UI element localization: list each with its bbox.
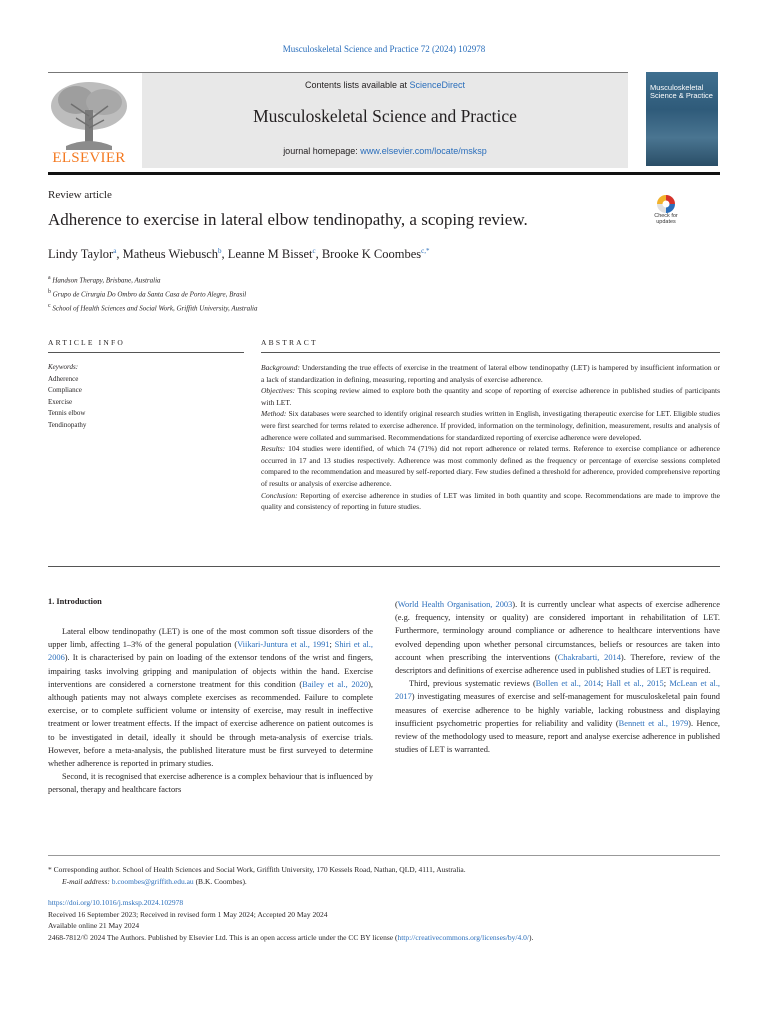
affiliation-item: $^b$ Grupo de Cirurgia Do Ombro da Santa Casa de Porto Alegre, Brasil [48,288,247,299]
abstract-results: Results: 104 studies were identified, of which 74 (71%) did not report adherence or related terms. Reference to exercise compliance or adherence occurred in 17 and 13 studies respectively. Adherence was most commonly defined as the frequency or percentage of exercise sessions completed compared to the recommendation and measured by self-reported diary. Few studies defined a threshold for adherence, provided comprehensive reporting of results or analysis of exercise adherence. [261,444,721,488]
author-affiliation-marker[interactable]: c,* [421,247,430,255]
affiliation-list [48,273,257,314]
abstract-objectives: Objectives: This scoping review aimed to explore both the quantity and scope of reporting of exercise adherence in published studies of participants with LET. [261,386,720,407]
citation-link[interactable]: Hall et al., 2015 [606,679,664,689]
email-link[interactable]: b.coombes@griffith.edu.au [111,877,194,887]
contents-prefix: Contents lists available at [304,80,410,90]
available-online: Available online 21 May 2024 [48,921,140,931]
contents-line [142,80,628,90]
paragraph: Second, it is recognised that exercise adherence is a complex behaviour that is influenced by personal, therapy and healthcare factors [48,772,373,795]
corresponding-author-note: * Corresponding author. School of Health Sciences and Social Work, Griffith University, 170 Kessels Road, Nathan, QLD, 4111, Australia. [48,865,466,874]
citation-link[interactable]: World Health Organisation, 2003 [397,600,513,609]
publication-info [48,897,720,943]
journal-name: Musculoskeletal Science and Practice [253,106,517,126]
homepage-line [142,146,628,156]
citation-link[interactable]: Viikari-Juntura et al., 1991 [237,640,330,650]
keyword-item: Compliance [48,386,82,394]
email-line: E-mail address: b.coombes@griffith.edu.au (B.K. Coombes). [62,877,247,887]
citation-link[interactable]: Chakrabarti, 2014 [557,652,621,662]
paragraph: Lateral elbow tendinopathy (LET) is one of the most common soft tissue disorders of the upper limb, affecting 1–3% of the general population (Viikari-Juntura et al., 1991; Shiri et al., 2006). It is characterised by pain on loading of the extensor tendons of the wrist and fingers, impairing tasks involving gripping and manipulation of objects within the hand. Exercise interventions are considered a cornerstone treatment for this condition (Bailey et al., 2020), although patients may not always complete exercises as recommended. Failure to complete exercise, or to complete sufficient volume or intensity of exercise, may result in ineffective treatment or lower treatment effects. If the impact of exercise adherence on patient outcomes is to be investigated in detail, ideally it should be through meta-analysis of exercise trials. However, before a meta-analysis, the published literature must be first surveyed to determine whether adherence is reported in primary studies. [48,627,373,769]
keyword-item: Adherence [48,374,79,383]
sciencedirect-link[interactable]: ScienceDirect [409,80,466,90]
author-name[interactable]: Brooke K Coombes [321,247,422,262]
elsevier-wordmark: ELSEVIER [52,150,126,166]
affiliation-item: $^c$ School of Health Sciences and Social Work, Griffith University, Australia [48,302,258,312]
abstract-conclusion: Conclusion: Reporting of exercise adherence in studies of LET was limited in both quantity and scope. Recommendations are made to improve the quality and consistency of reporting in future studies. [261,490,721,512]
keyword-item: Exercise [48,397,73,406]
affiliation-item: $^a$ Handson Therapy, Brisbane, Australia [48,275,161,285]
journal-cover-title: Musculoskeletal Science & Practice [650,83,713,100]
body-right-column [395,598,720,756]
license-link[interactable]: http://creativecommons.org/licenses/by/4.0/ [397,932,529,942]
article-info-heading: ARTICLE INFO [48,338,125,347]
license-line: 2468-7812/© 2024 The Authors. Published by Elsevier Ltd. This is an open access article under the CC BY license (http://creativecommons.org/licenses/by/4.0/). [48,932,534,942]
author-affiliation-marker[interactable]: c [312,247,316,255]
corresponding-footnote [48,864,466,889]
citation-link[interactable]: Bailey et al., 2020 [302,679,369,689]
author-name[interactable]: Matheus Wiebusch [122,247,219,262]
section-heading-introduction: 1. Introduction [48,597,102,606]
doi-link[interactable]: https://doi.org/10.1016/j.msksp.2024.102978 [48,898,184,907]
abstract-heading: ABSTRACT [261,338,318,347]
author-name[interactable]: Leanne M Bisset [227,247,313,262]
header-bottom-rule [48,172,720,175]
author-affiliation-marker[interactable]: b [218,247,222,255]
author-affiliation-marker[interactable]: a [113,247,117,255]
abstract-method: Method: Six databases were searched to identify original research studies written in English, investigating therapeutic exercise for LET. Eligible studies were first searched for terms related to exercise adherence. If provided, information on the terminology, definition, measurement, results and analysis of adherence were collated and summarised. Recommendations for standardized reporting of exercise adherence were developed. [261,409,720,442]
body-left-column [48,625,373,797]
paragraph: Third, previous systematic reviews (Bollen et al., 2014; Hall et al., 2015; McLean et al., 2017) investigating measures of exercise and self-management for musculoskeletal pain found measures of exercise adherence to be highly variable, lacking robustness and displaying insufficient psychometric properties for reliability and validity (Bennett et al., 1979). Hence, review of the methodology used to measure, report and analyse exercise adherence in published studies of LET is warranted. [395,679,721,755]
abstract-body [261,362,720,513]
homepage-prefix: journal homepage: [283,146,361,156]
footnote-rule [48,855,720,856]
keyword-item: Tennis elbow [48,409,86,417]
received-dates: Received 16 September 2023; Received in revised form 1 May 2024; Accepted 20 May 2024 [48,909,328,919]
article-title: Adherence to exercise in lateral elbow tendinopathy, a scoping review. [48,210,528,229]
article-type: Review article [48,189,112,201]
journal-reference-link[interactable]: Musculoskeletal Science and Practice 72 (2024) 102978 [282,44,486,54]
citation-link[interactable]: Shiri et al., 2006 [48,640,373,663]
article-info-rule [48,352,244,353]
citation-link[interactable]: Bennett et al., 1979 [618,718,689,728]
author-list: Lindy Taylor$^a$, Matheus Wiebusch$^b$, Leanne M Bisset$^c$, Brooke K Coombes$^{c,*}$ [48,247,430,262]
abstract-rule [261,352,720,353]
homepage-link[interactable]: www.elsevier.com/locate/msksp [360,146,487,156]
check-for-updates-label: Check for updates [654,213,678,225]
paragraph: (World Health Organisation, 2003). It is currently unclear what aspects of exercise adherence (e.g. frequency, intensity or quality) are considered important in rehabilitation of LET. Furthermore, terminology around compliance or adherence to healthcare interventions have evolved depending upon whether personal circumstances, beliefs or resources are taken into account when prescribing the interventions (Chakrabarti, 2014). Therefore, review of the descriptors and definitions of exercise adherence used in published studies of LET is required. [395,600,721,676]
keyword-item: Tendinopathy [48,420,87,429]
keywords-block [48,362,86,431]
abstract-bottom-rule [48,566,720,567]
author-name[interactable]: Lindy Taylor [48,247,114,262]
abstract-background: Background: Understanding the true effects of exercise in the treatment of lateral elbow tendinopathy (LET) is hampered by insufficient information or a lack of standardization in defining, measuring, reporting and analysis of exercise adherence. [261,363,720,384]
keywords-label: Keywords: [48,363,79,371]
citation-link[interactable]: Bollen et al., 2014 [535,679,601,689]
citation-link[interactable]: McLean et al., 2017 [395,679,721,702]
